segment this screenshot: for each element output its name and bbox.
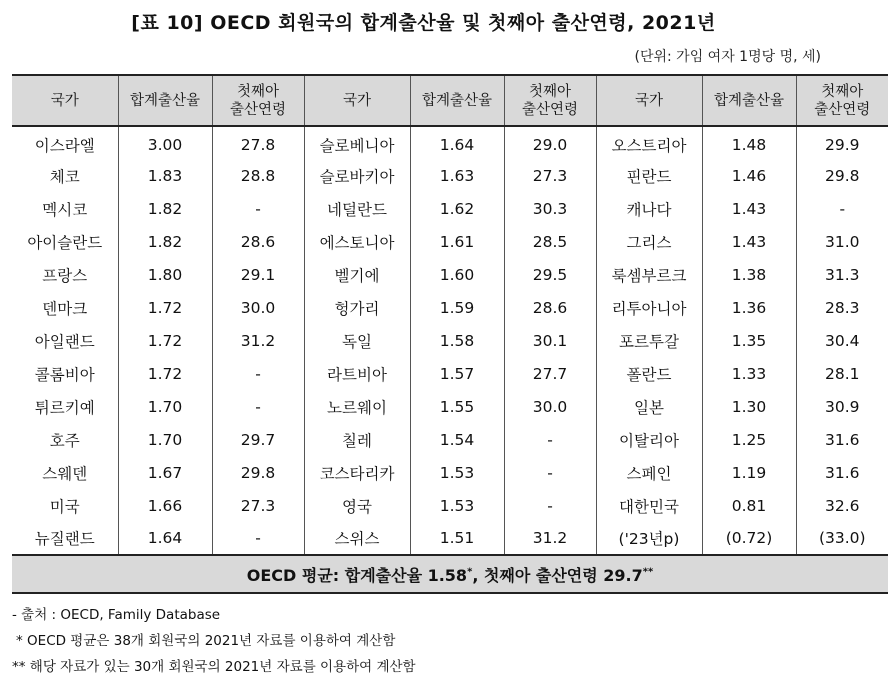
tfr-cell: 1.43 (702, 225, 796, 258)
age-cell: 29.8 (796, 159, 888, 192)
country-cell: 칠레 (304, 423, 410, 456)
country-cell: 독일 (304, 324, 410, 357)
country-cell: 캐나다 (596, 192, 702, 225)
age-cell: 27.8 (212, 126, 304, 159)
header-age: 첫째아 출산연령 (504, 75, 596, 126)
country-cell: 멕시코 (42, 200, 88, 219)
tfr-cell: 3.00 (118, 126, 212, 159)
tfr-cell: 1.59 (410, 291, 504, 324)
country-cell: 포르투갈 (596, 324, 702, 357)
tfr-cell: 1.43 (702, 192, 796, 225)
tfr-cell: 1.72 (118, 324, 212, 357)
header-tfr: 합계출산율 (410, 75, 504, 126)
table-row (12, 522, 888, 555)
country-cell: 이스라엘 (34, 137, 95, 155)
age-cell: - (212, 357, 304, 390)
tfr-cell: (0.72) (702, 522, 796, 555)
country-cell: ('23년p) (596, 522, 702, 555)
age-cell: 28.6 (504, 291, 596, 324)
country-cell: 그리스 (596, 225, 702, 258)
country-cell: 튀르키예 (34, 398, 95, 417)
table-row (12, 225, 888, 258)
tfr-cell: 1.48 (702, 126, 796, 159)
country-cell: 슬로베니아 (304, 126, 410, 159)
age-cell: (33.0) (796, 522, 888, 555)
country-cell: 폴란드 (596, 357, 702, 390)
age-cell: 29.0 (504, 126, 596, 159)
age-cell: 29.5 (504, 258, 596, 291)
country-cell: 핀란드 (596, 159, 702, 192)
header-tfr: 합계출산율 (118, 75, 212, 126)
tfr-cell: 1.38 (702, 258, 796, 291)
header-age: 첫째아 출산연령 (796, 75, 888, 126)
country-cell: 아일랜드 (34, 332, 95, 351)
tfr-cell: 1.82 (118, 192, 212, 225)
country-cell: 에스토니아 (304, 225, 410, 258)
unit-note: (단위: 가임 여자 1명당 명, 세) (634, 49, 821, 65)
tfr-cell: 1.70 (118, 423, 212, 456)
country-cell: 덴마크 (42, 299, 88, 318)
age-cell: 30.0 (504, 390, 596, 423)
tfr-cell: 1.19 (702, 456, 796, 489)
tfr-cell: 1.64 (118, 522, 212, 555)
tfr-cell: 1.63 (410, 159, 504, 192)
footer-row (12, 555, 888, 593)
age-cell: 28.8 (212, 159, 304, 192)
country-cell: 체코 (49, 167, 80, 186)
tfr-cell: 1.46 (702, 159, 796, 192)
tfr-cell: 1.82 (118, 225, 212, 258)
country-cell: 뉴질랜드 (34, 530, 95, 548)
header-country: 국가 (12, 75, 118, 126)
tfr-cell: 1.72 (118, 291, 212, 324)
tfr-cell: 1.54 (410, 423, 504, 456)
tfr-cell: 1.60 (410, 258, 504, 291)
table-row (12, 258, 888, 291)
table-body (12, 126, 888, 555)
country-cell: 스위스 (304, 522, 410, 555)
age-cell: 28.3 (796, 291, 888, 324)
age-cell: - (212, 522, 304, 555)
table-row (12, 126, 888, 159)
country-cell: 룩셈부르크 (596, 258, 702, 291)
age-cell: 31.6 (796, 423, 888, 456)
tfr-cell: 0.81 (702, 489, 796, 522)
age-cell: 30.3 (504, 192, 596, 225)
tfr-cell: 1.67 (118, 456, 212, 489)
table-row (12, 390, 888, 423)
tfr-cell: 1.53 (410, 456, 504, 489)
age-cell: 30.9 (796, 390, 888, 423)
country-cell: 벨기에 (304, 258, 410, 291)
country-cell: 오스트리아 (596, 126, 702, 159)
country-cell: 헝가리 (304, 291, 410, 324)
country-cell: 미국 (49, 497, 80, 516)
tfr-cell: 1.33 (702, 357, 796, 390)
age-cell: 31.0 (796, 225, 888, 258)
table-title: [표 10] OECD 회원국의 합계출산율 및 첫째아 출산연령, 2021년 (131, 12, 716, 34)
age-cell: - (504, 456, 596, 489)
age-cell: - (212, 192, 304, 225)
age-cell: 29.9 (796, 126, 888, 159)
header-tfr: 합계출산율 (702, 75, 796, 126)
age-cell: 30.1 (504, 324, 596, 357)
age-cell: - (212, 390, 304, 423)
tfr-cell: 1.61 (410, 225, 504, 258)
header-age: 첫째아 출산연령 (212, 75, 304, 126)
country-cell: 슬로바키아 (304, 159, 410, 192)
age-cell: - (504, 489, 596, 522)
age-cell: 28.1 (796, 357, 888, 390)
footnote-1: * OECD 평균은 38개 회원국의 2021년 자료를 이용하여 계산함 (16, 633, 396, 649)
table-row (12, 159, 888, 192)
tfr-cell: 1.36 (702, 291, 796, 324)
age-cell: 29.1 (212, 258, 304, 291)
country-cell: 호주 (49, 431, 80, 450)
tfr-cell: 1.30 (702, 390, 796, 423)
notes (12, 602, 416, 680)
tfr-cell: 1.72 (118, 357, 212, 390)
age-cell: 31.2 (212, 324, 304, 357)
tfr-cell: 1.70 (118, 390, 212, 423)
tfr-cell: 1.51 (410, 522, 504, 555)
age-cell: 27.7 (504, 357, 596, 390)
age-cell: 28.5 (504, 225, 596, 258)
country-cell: 리투아니아 (596, 291, 702, 324)
header-country: 국가 (596, 75, 702, 126)
source-note: - 출처 : OECD, Family Database (12, 607, 221, 623)
tfr-cell: 1.57 (410, 357, 504, 390)
country-cell: 스웨덴 (42, 464, 88, 483)
country-cell: 코스타리카 (304, 456, 410, 489)
oecd-average: OECD 평균: 합계출산율 1.58*, 첫째아 출산연령 29.7** (12, 555, 888, 593)
age-cell: 30.4 (796, 324, 888, 357)
tfr-cell: 1.62 (410, 192, 504, 225)
table-row (12, 192, 888, 225)
table-row (12, 423, 888, 456)
age-cell: 32.6 (796, 489, 888, 522)
country-cell: 스페인 (596, 456, 702, 489)
age-cell: 31.3 (796, 258, 888, 291)
table-row (12, 324, 888, 357)
country-cell: 노르웨이 (304, 390, 410, 423)
country-cell: 영국 (304, 489, 410, 522)
table-row (12, 456, 888, 489)
tfr-cell: 1.64 (410, 126, 504, 159)
age-cell: 30.0 (212, 291, 304, 324)
country-cell: 이탈리아 (596, 423, 702, 456)
age-cell: 29.8 (212, 456, 304, 489)
tfr-cell: 1.83 (118, 159, 212, 192)
tfr-cell: 1.66 (118, 489, 212, 522)
age-cell: 29.7 (212, 423, 304, 456)
table-row (12, 489, 888, 522)
country-cell: 프랑스 (42, 266, 88, 285)
tfr-cell: 1.25 (702, 423, 796, 456)
header-country: 국가 (304, 75, 410, 126)
country-cell: 라트비아 (304, 357, 410, 390)
age-cell: - (504, 423, 596, 456)
age-cell: 27.3 (212, 489, 304, 522)
tfr-cell: 1.80 (118, 258, 212, 291)
country-cell: 아이슬란드 (27, 233, 103, 252)
age-cell: 31.6 (796, 456, 888, 489)
tfr-cell: 1.35 (702, 324, 796, 357)
table-row (12, 357, 888, 390)
tfr-cell: 1.53 (410, 489, 504, 522)
country-cell: 일본 (596, 390, 702, 423)
age-cell: - (796, 192, 888, 225)
country-cell: 콜롬비아 (34, 365, 95, 384)
fertility-table (12, 74, 888, 594)
footnote-2: ** 해당 자료가 있는 30개 회원국의 2021년 자료를 이용하여 계산함 (12, 659, 416, 675)
age-cell: 31.2 (504, 522, 596, 555)
tfr-cell: 1.58 (410, 324, 504, 357)
country-cell: 대한민국 (596, 489, 702, 522)
tfr-cell: 1.55 (410, 390, 504, 423)
age-cell: 27.3 (504, 159, 596, 192)
country-cell: 네덜란드 (304, 192, 410, 225)
header-row (12, 75, 888, 126)
age-cell: 28.6 (212, 225, 304, 258)
table-row (12, 291, 888, 324)
